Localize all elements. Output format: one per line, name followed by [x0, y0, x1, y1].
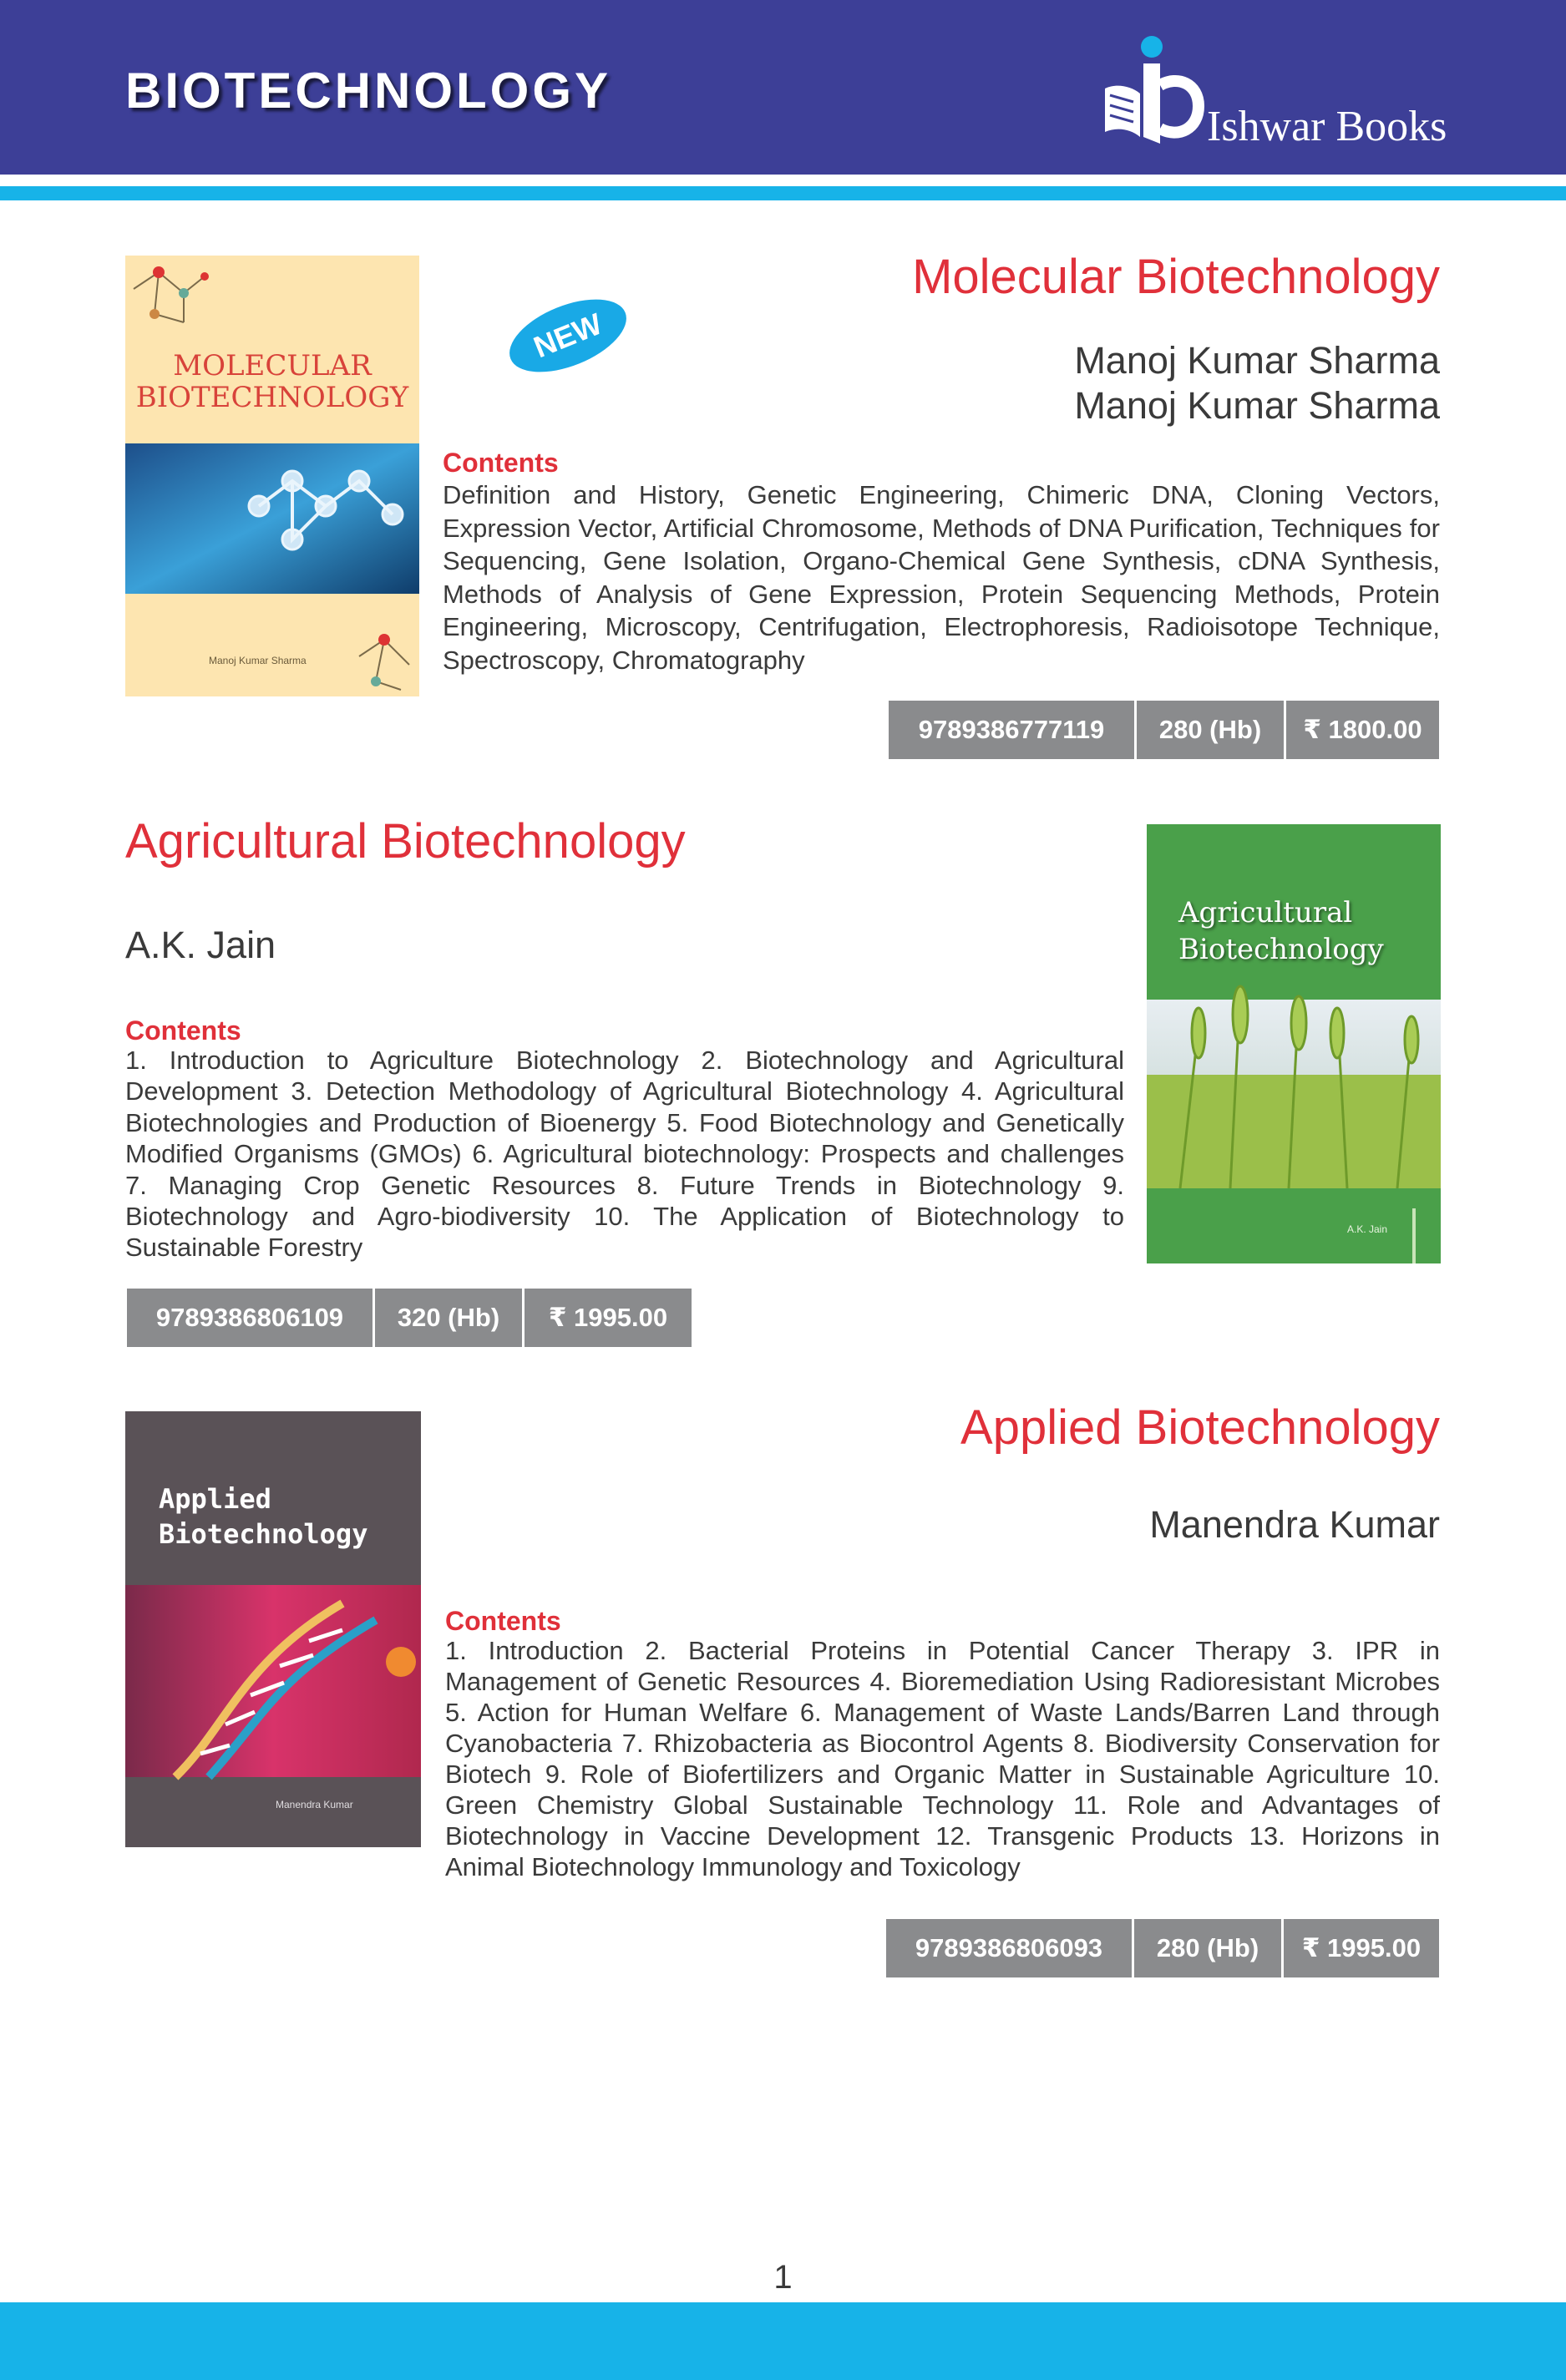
new-badge: NEW: [499, 285, 636, 387]
pages-cell: 320 (Hb): [375, 1289, 525, 1347]
book-author-applied: Manendra Kumar: [1149, 1503, 1440, 1546]
footer-band: [0, 2302, 1566, 2380]
price-cell: ₹ 1800.00: [1286, 701, 1439, 759]
price-row-molecular: [889, 701, 1439, 759]
cover-title-line-2: Biotechnology: [159, 1518, 368, 1550]
contents-text-applied: 1. Introduction 2. Bacterial Proteins in Potential Cancer Therapy 3. IPR in Management of Genetic Resources 4. Bioremediation Using Radioresistant Microbes 5. Action for Human Welfare 6. Management of Waste Lands/Barren Land through Cyanobacteria 7. Rhizobacteria as Biocontrol Agents 8. Biodiversity Conservation for Biotech 9. Role of Biofertilizers and Organic Matter in Sustainable Agriculture 10. Green Chemistry Global Sustainable Technology 11. Role and Advantages of Biotechnology in Vaccine Development 12. Transgenic Products 13. Horizons in Animal Biotechnology Immunology and Toxicology: [445, 1636, 1440, 1881]
price-row-applied: [886, 1919, 1439, 1977]
wheat-field-decoration-icon: [1147, 824, 1441, 1263]
cover-title-line-2: Biotechnology: [1178, 933, 1384, 966]
page-header: [0, 0, 1566, 175]
publisher-name: Ishwar Books: [1207, 103, 1447, 150]
dna-helix-decoration-icon: [125, 1411, 421, 1847]
contents-text-agricultural: 1. Introduction to Agriculture Biotechnology 2. Biotechnology and Agricultural Development 3. Detection Methodology of Agricultural Biotechnology 4. Agricultural Biotechnologies and Production of Bioenergy 5. Food Biotechnology and Genetically Modified Organisms (GMOs) 6. Agricultural biotechnology: Prospects and challenges 7. Managing Crop Genetic Resources 8. Future Trends in Biotechnology 9. Biotechnology and Agro-biodiversity 10. The Application of Biotechnology to Sustainable Forestry: [125, 1046, 1124, 1263]
contents-text-molecular: Definition and History, Genetic Engineering, Chimeric DNA, Cloning Vectors, Expression Vector, Artificial Chromosome, Methods of DNA Purification, Techniques for Sequencing, Gene Isolation, Organo-Chemical Gene Synthesis, cDNA Synthesis, Methods of Analysis of Gene Expression, Protein Sequencing Methods, Protein Engineering, Microscopy, Centrifugation, Electrophoresis, Radioisotope Technique, Spectroscopy, Chromatography: [443, 480, 1440, 675]
book-title-molecular: Molecular Biotechnology: [912, 250, 1440, 304]
cover-title-line-1: Applied: [159, 1483, 271, 1515]
book-title-agricultural: Agricultural Biotechnology: [125, 814, 686, 868]
section-title: BIOTECHNOLOGY: [125, 63, 612, 119]
book-cover-molecular: [125, 256, 419, 696]
isbn-cell: 9789386777119: [889, 701, 1137, 759]
open-book-logo-icon: [1098, 35, 1215, 152]
isbn-cell: 9789386806093: [886, 1919, 1134, 1977]
header-divider: [0, 175, 1566, 186]
book-cover-agricultural: [1147, 824, 1441, 1263]
price-cell: ₹ 1995.00: [1284, 1919, 1439, 1977]
contents-label-agricultural: Contents: [125, 1015, 241, 1046]
book-author-molecular-1: Manoj Kumar Sharma: [1074, 339, 1440, 382]
cover-title-line-1: Agricultural: [1178, 896, 1353, 929]
cover-author: A.K. Jain: [1347, 1223, 1388, 1235]
book-author-molecular-2: Manoj Kumar Sharma: [1074, 384, 1440, 427]
price-row-agricultural: [127, 1289, 692, 1347]
book-cover-applied: [125, 1411, 421, 1847]
header-accent-band: [0, 186, 1566, 200]
cover-author: Manendra Kumar: [276, 1799, 353, 1810]
book-title-applied: Applied Biotechnology: [960, 1400, 1440, 1455]
isbn-cell: 9789386806109: [127, 1289, 375, 1347]
contents-label-molecular: Contents: [443, 448, 559, 478]
cover-title-line-1: MOLECULAR: [173, 349, 372, 382]
cover-author: Manoj Kumar Sharma: [209, 655, 307, 666]
molecule-decoration-icon: [125, 256, 419, 696]
book-author-agricultural: A.K. Jain: [125, 924, 276, 966]
page-number: 1: [773, 2259, 793, 2296]
pages-cell: 280 (Hb): [1137, 701, 1286, 759]
contents-label-applied: Contents: [445, 1606, 561, 1636]
pages-cell: 280 (Hb): [1134, 1919, 1284, 1977]
cover-title-line-2: BIOTECHNOLOGY: [135, 381, 409, 414]
price-cell: ₹ 1995.00: [525, 1289, 692, 1347]
publisher-logo: [1098, 35, 1445, 152]
